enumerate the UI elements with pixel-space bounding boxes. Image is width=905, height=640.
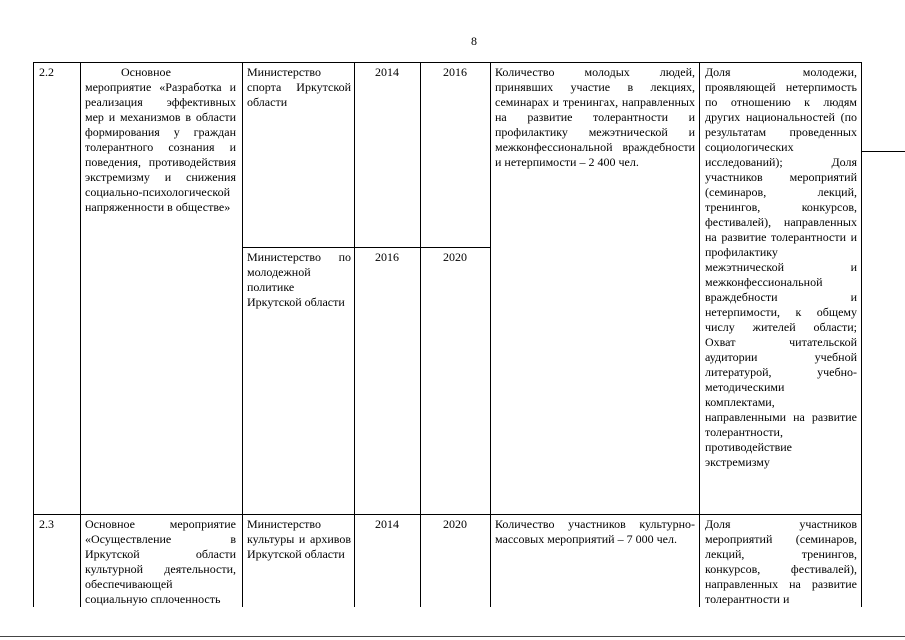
end-year: 2020 [443,517,467,531]
expected-result: Количество молодых людей, принявших участие в лекциях, семинарах и тренингах, направленных на развитие толерантности и профилактику межэтнической и межконфессиональной враждебности и нетерпимости – 2 400 чел. [495,65,695,169]
event-description: Основное мероприятие «Разработка и реализация эффективных мер и механизмов в области формирования у граждан толерантного сознания и поведения, противодействия экстремизму и снижения социально-психологической напряженности в обществе» [85,65,236,214]
end-year: 2016 [443,65,467,79]
row-number: 2.2 [39,65,54,79]
expected-result: Количество участников культурно-массовых мероприятий – 7 000 чел. [495,517,695,546]
event-description: Основное мероприятие «Осуществление в Иркутской области культурной деятельности, обеспечивающей социальную сплоченность [85,517,236,606]
start-year: 2016 [375,250,399,264]
start-year: 2014 [375,65,399,79]
start-year: 2014 [375,517,399,531]
end-year: 2020 [443,250,467,264]
executor-name: Министерство культуры и архивов Иркутской области [247,517,351,561]
page-number: 8 [471,34,477,48]
margin-line [862,151,905,152]
executor-name: Министерство спорта Иркутской области [247,65,351,109]
target-indicators: Доля участников мероприятий (семинаров, лекций, тренингов, конкурсов, фестивалей), направленных на развитие толерантности и [705,517,857,606]
row-number: 2.3 [39,517,54,531]
page-bottom-rule [0,636,905,637]
executor-name: Министерство по молодежной политике Иркутской области [247,250,351,309]
target-indicators: Доля молодежи, проявляющей нетерпимость по отношению к людям других национальностей (по результатам проведенных социологических исследований); Доля участников мероприятий (семинаров, лекций, тренингов, конкурсов, фестивалей), направленных на развитие толерантности и профилактику межэтнической и межконфессиональной враждебности и нетерпимости, к общему числу жителей области; Охват читательской аудитории учебной литературой, учебно-методическими комплектами, направленными на развитие толерантности, противодействие экстремизму [705,65,857,469]
